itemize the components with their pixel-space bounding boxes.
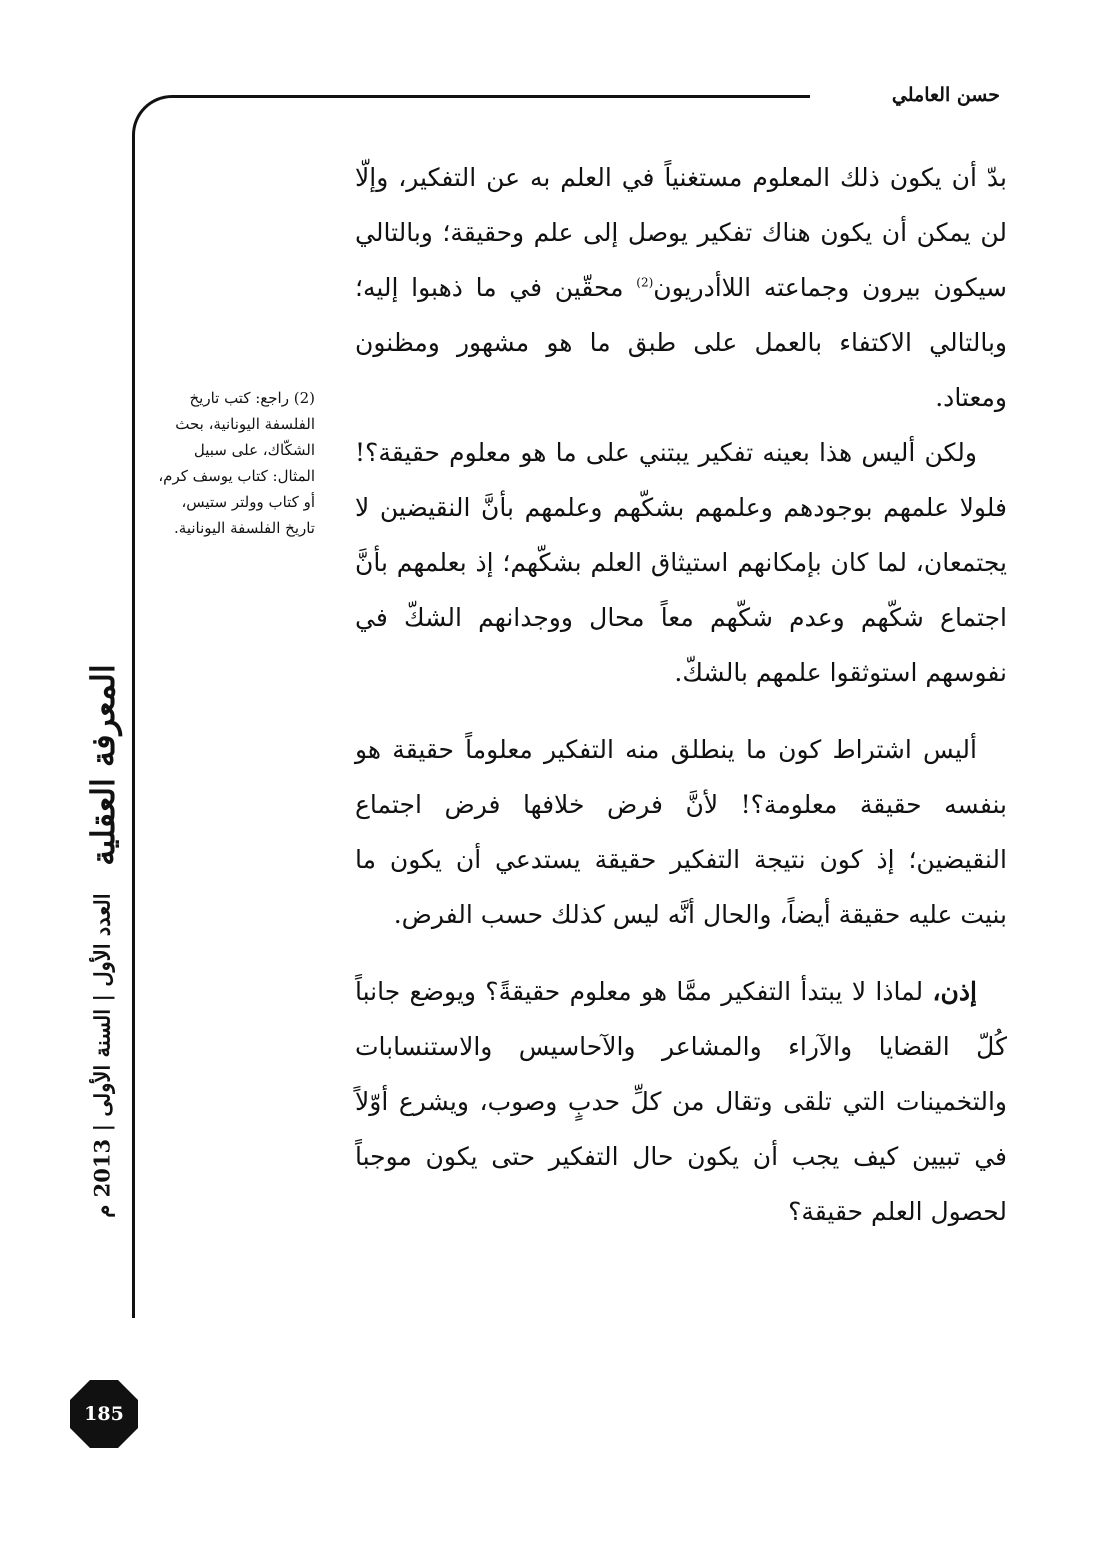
- journal-logo-calligraphy: [62, 660, 142, 870]
- running-head-author: حسن العاملي: [891, 84, 1000, 106]
- paragraph-2: ولكن أليس هذا بعينه تفكير يبتني على ما هو معلوم حقيقة؟! فلولا علمهم بوجودهم وعلمهم بشكّهم وعلمهم بأنَّ النقيضين لا يجتمعان، لما كان بإمكانهم استيثاق العلم بشكّهم؛ إذ بعلمهم بأنَّ اجتماع شكّهم وعدم شكّهم معاً محال ووجدانهم الشكّ في نفوسهم استوثقوا علمهم بالشكّ.: [355, 438, 1007, 687]
- paragraph-4: [355, 964, 1007, 1239]
- paragraph-4-lead: إذن،: [932, 977, 977, 1006]
- page-number-badge: [70, 1380, 138, 1448]
- paragraph-1-continued: محقّين في ما ذهبوا إليه؛ وبالتالي الاكتفاء بالعمل على طبق ما هو مشهور ومظنون ومعتاد.: [355, 273, 1007, 412]
- journal-name-text: المعرفة العقلية: [84, 664, 122, 866]
- main-text: [355, 150, 1007, 1239]
- footnote-2: (2) راجع: كتب تاريخ الفلسفة اليونانية، بحث الشكّاك، على سبيل المثال: كتاب يوسف كرم، أو كتاب وولتر ستيس، تاريخ الفلسفة اليونانية.: [158, 389, 315, 537]
- paragraph-1: [355, 150, 1007, 425]
- journal-logo: [62, 660, 142, 870]
- page-number: 185: [84, 1403, 124, 1425]
- issue-info-text: العدد الأول | السنة الأولى | 2013 م: [89, 892, 115, 1218]
- paragraph-3: أليس اشتراط كون ما ينطلق منه التفكير معلوماً حقيقة هو بنفسه حقيقة معلومة؟! لأنَّ فرض خلافها فرض اجتماع النقيضين؛ إذ كون نتيجة التفكير حقيقة يستدعي أن يكون ما بنيت عليه حقيقة أيضاً، والحال أنَّه ليس كذلك حسب الفرض.: [355, 735, 1007, 929]
- paragraph-4-text: لماذا لا يبتدأ التفكير ممَّا هو معلوم حقيقةً؟ ويوضع جانباً كُلّ القضايا والآراء والمشاعر والآحاسيس والاستنسابات والتخمينات التي تلقى وتقال من كلِّ حدبٍ وصوب، ويشرع أوّلاً في تبيين كيف يجب أن يكون حال التفكير حتى يكون موجباً لحصول العلم حقيقة؟: [355, 977, 1007, 1226]
- paragraph-1-text: بدّ أن يكون ذلك المعلوم مستغنياً في العلم به عن التفكير، وإلّا لن يمكن أن يكون هناك تفكير يوصل إلى علم وحقيقة؛ وبالتالي سيكون بيرون وجماعته اللاأدريون: [355, 163, 1007, 302]
- issue-info: [62, 890, 142, 1220]
- footnote-reference-2[interactable]: (2): [636, 275, 654, 290]
